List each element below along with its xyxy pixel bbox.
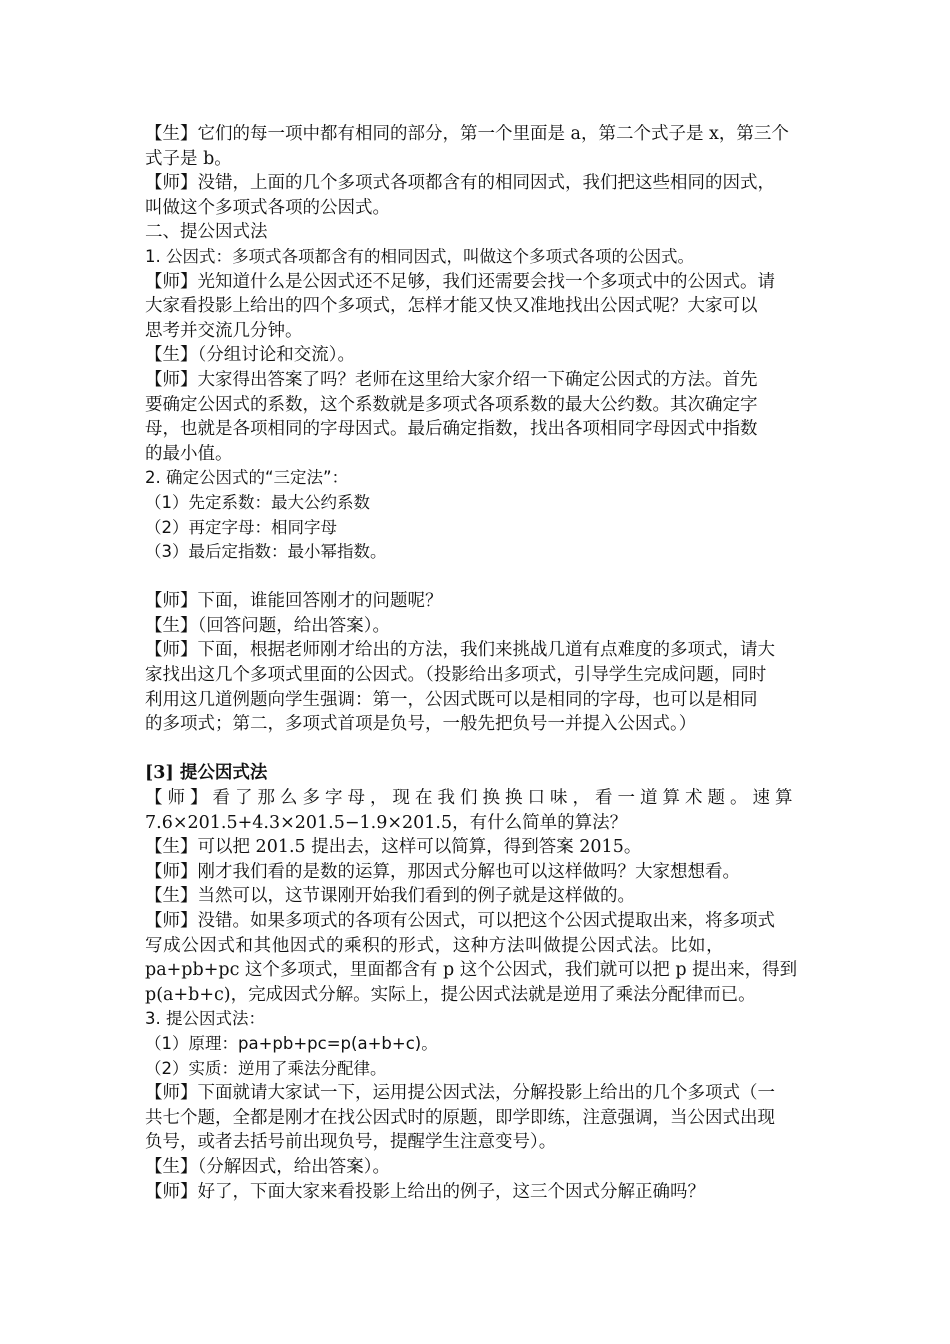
text-line: 负号，或者去括号前出现负号，提醒学生注意变号）。 bbox=[145, 1132, 557, 1153]
list-item: （3）最后定指数：最小幂指数。 bbox=[145, 542, 387, 562]
text-line: 写成公因式和其他因式的乘积的形式，这种方法叫做提公因式法。比如， bbox=[145, 935, 725, 956]
blank-line bbox=[145, 565, 810, 590]
definition-line: 3. 提公因式法： bbox=[145, 1009, 265, 1029]
definition-line: 2. 确定公因式的“三定法”： bbox=[145, 468, 349, 488]
document-body bbox=[145, 122, 810, 1204]
text-line: 的多项式；第二，多项式首项是负号，一般先把负号一并提入公因式。） bbox=[145, 714, 697, 735]
section-heading: [3] 提公因式法 bbox=[145, 763, 268, 784]
text-line: p(a+b+c)，完成因式分解。实际上，提公因式法就是逆用了乘法分配律而已。 bbox=[145, 984, 756, 1005]
list-item: （1）先定系数：最大公约系数 bbox=[145, 492, 370, 512]
section-heading: 二、提公因式法 bbox=[145, 222, 268, 243]
text-line: 式子是 b。 bbox=[145, 148, 232, 169]
list-item: （1）原理：pa+pb+pc=p(a+b+c)。 bbox=[145, 1033, 438, 1053]
text-line: 大家看投影上给出的四个多项式，怎样才能又快又准地找出公因式呢？大家可以 bbox=[145, 296, 758, 317]
text-line: 【生】（分组讨论和交流）。 bbox=[145, 345, 355, 366]
text-line: 【生】（回答问题，给出答案）。 bbox=[145, 615, 390, 636]
text-line: 【师】下面，根据老师刚才给出的方法，我们来挑战几道有点难度的多项式，请大 bbox=[145, 640, 775, 661]
text-line: pa+pb+pc 这个多项式，里面都含有 p 这个公因式，我们就可以把 p 提出来，得到 bbox=[145, 960, 798, 981]
text-line: 【师】下面就请大家试一下，运用提公因式法，分解投影上给出的几个多项式（一 bbox=[145, 1083, 775, 1104]
list-item: （2）再定字母：相同字母 bbox=[145, 517, 337, 537]
definition-line: 1. 公因式：多项式各项都含有的相同因式，叫做这个多项式各项的公因式。 bbox=[145, 246, 694, 266]
text-line: 共七个题，全都是刚才在找公因式时的原题，即学即练，注意强调，当公因式出现 bbox=[145, 1107, 775, 1128]
text-line: 【师】光知道什么是公因式还不足够，我们还需要会找一个多项式中的公因式。请 bbox=[145, 271, 775, 292]
text-line: 叫做这个多项式各项的公因式。 bbox=[145, 197, 390, 218]
text-line: 【师】看了那么多字母，现在我们换换口味，看一道算术题。速算 bbox=[145, 788, 798, 809]
text-line: 【师】好了，下面大家来看投影上给出的例子，这三个因式分解正确吗？ bbox=[145, 1181, 705, 1202]
text-line: 【师】没错，上面的几个多项式各项都含有的相同因式，我们把这些相同的因式， bbox=[145, 173, 775, 194]
text-line: 【生】可以把 201.5 提出去，这样可以简算，得到答案 2015。 bbox=[145, 837, 642, 858]
text-line: 【师】大家得出答案了吗？老师在这里给大家介绍一下确定公因式的方法。首先 bbox=[145, 369, 758, 390]
text-line: 【师】没错。如果多项式的各项有公因式，可以把这个公因式提取出来，将多项式 bbox=[145, 911, 775, 931]
text-line: 母，也就是各项相同的字母因式。最后确定指数，找出各项相同字母因式中指数 bbox=[145, 419, 758, 440]
text-line: 【生】当然可以，这节课刚开始我们看到的例子就是这样做的。 bbox=[145, 886, 635, 907]
text-line: 要确定公因式的系数，这个系数就是多项式各项系数的最大公约数。其次确定字 bbox=[145, 394, 758, 415]
text-line: 【生】（分解因式，给出答案）。 bbox=[145, 1156, 390, 1177]
text-line: 的最小值。 bbox=[145, 443, 233, 464]
list-item: （2）实质：逆用了乘法分配律。 bbox=[145, 1058, 387, 1078]
text-line: 家找出这几个多项式里面的公因式。（投影给出多项式，引导学生完成问题，同时 bbox=[145, 665, 767, 686]
text-line: 7.6×201.5+4.3×201.5−1.9×201.5，有什么简单的算法？ bbox=[145, 812, 628, 833]
text-line: 【师】刚才我们看的是数的运算，那因式分解也可以这样做吗？大家想想看。 bbox=[145, 861, 740, 882]
blank-line bbox=[145, 737, 810, 762]
text-line: 【生】它们的每一项中都有相同的部分，第一个里面是 a，第二个式子是 x，第三个 bbox=[145, 124, 789, 144]
text-line: 思考并交流几分钟。 bbox=[145, 320, 303, 341]
text-line: 【师】下面，谁能回答刚才的问题呢？ bbox=[145, 591, 443, 612]
text-line: 利用这几道例题向学生强调：第一，公因式既可以是相同的字母，也可以是相同 bbox=[145, 689, 758, 710]
